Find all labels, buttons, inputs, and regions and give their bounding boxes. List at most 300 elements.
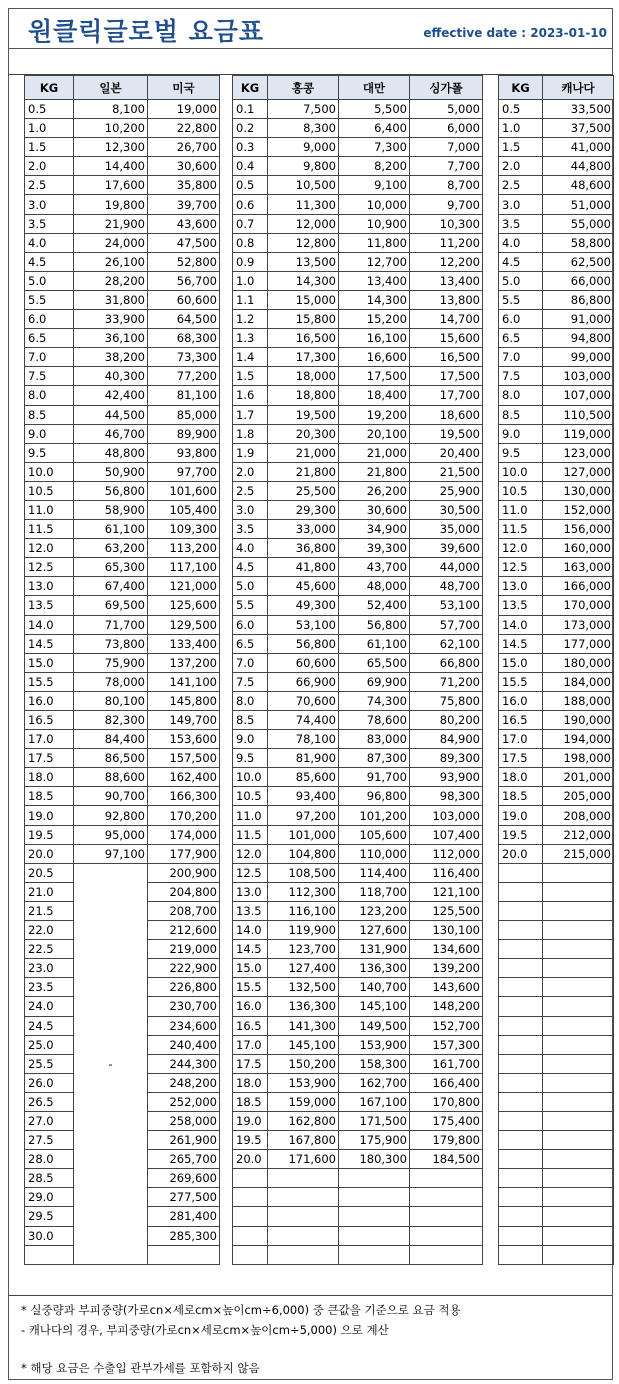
price-cell: 21,000: [268, 443, 339, 462]
price-cell: 141,300: [268, 1016, 339, 1035]
weight-cell: 3.0: [499, 195, 543, 214]
price-cell: 43,700: [339, 558, 410, 577]
weight-cell: 15.0: [25, 653, 74, 672]
price-cell: 152,000: [543, 500, 614, 519]
weight-cell: 8.0: [499, 386, 543, 405]
price-cell: 244,300: [148, 1054, 220, 1073]
weight-cell: 2.5: [25, 176, 74, 195]
table-row: [233, 367, 483, 386]
price-cell: 21,500: [410, 462, 483, 481]
price-cell: 201,000: [543, 768, 614, 787]
price-cell: 130,000: [543, 481, 614, 500]
price-cell: 75,900: [74, 653, 148, 672]
price-cell: 140,700: [339, 978, 410, 997]
weight-cell: 12.0: [25, 539, 74, 558]
price-cell: 26,200: [339, 481, 410, 500]
price-cell: 20,300: [268, 424, 339, 443]
weight-cell: 18.0: [233, 1073, 268, 1092]
price-cell: 52,400: [339, 596, 410, 615]
price-cell: 184,000: [543, 672, 614, 691]
weight-cell: 16.0: [25, 691, 74, 710]
weight-cell: 11.0: [233, 806, 268, 825]
table-row: [25, 749, 220, 768]
weight-cell: 4.5: [499, 252, 543, 271]
rate-table-japan-usa: [24, 75, 220, 1265]
table-row: [25, 157, 220, 176]
column-header: 일본: [74, 76, 148, 100]
table-row: [233, 730, 483, 749]
weight-cell: 19.5: [499, 825, 543, 844]
table-row: [233, 863, 483, 882]
weight-cell: 7.0: [499, 348, 543, 367]
price-cell: 63,200: [74, 539, 148, 558]
price-cell: 175,400: [410, 1111, 483, 1130]
price-cell: 53,100: [268, 615, 339, 634]
price-cell: 14,300: [339, 290, 410, 309]
weight-cell: 13.0: [499, 577, 543, 596]
price-cell: 112,300: [268, 882, 339, 901]
price-cell: 143,600: [410, 978, 483, 997]
table-row: [25, 768, 220, 787]
weight-cell: 13.0: [233, 882, 268, 901]
table-row: [25, 691, 220, 710]
table-row: [499, 1111, 614, 1130]
table-row: [233, 672, 483, 691]
empty-cell: [499, 1054, 543, 1073]
price-cell: 21,800: [339, 462, 410, 481]
table-row: [499, 214, 614, 233]
price-cell: 150,200: [268, 1054, 339, 1073]
price-cell: 64,500: [148, 310, 220, 329]
price-cell: 93,400: [268, 787, 339, 806]
empty-cell: [499, 959, 543, 978]
table-row: [233, 481, 483, 500]
table-row: [499, 119, 614, 138]
header-spacer-row: [8, 55, 613, 75]
weight-cell: 7.0: [25, 348, 74, 367]
page-title: 원클릭글로벌 요금표: [28, 17, 265, 46]
weight-cell: 3.0: [233, 500, 268, 519]
weight-cell: 1.5: [499, 138, 543, 157]
table-row: [233, 386, 483, 405]
weight-cell: 1.8: [233, 424, 268, 443]
table-row: [499, 520, 614, 539]
weight-cell: 8.5: [499, 405, 543, 424]
weight-cell: 4.5: [233, 558, 268, 577]
weight-cell: 27.5: [25, 1131, 74, 1150]
price-cell: 114,400: [339, 863, 410, 882]
table-row: [233, 940, 483, 959]
price-cell: 68,300: [148, 329, 220, 348]
price-cell: 113,200: [148, 539, 220, 558]
price-cell: 16,600: [339, 348, 410, 367]
empty-cell: [543, 1073, 614, 1092]
table-row: [499, 348, 614, 367]
weight-cell: 21.5: [25, 901, 74, 920]
price-cell: 121,000: [148, 577, 220, 596]
weight-cell: 7.0: [233, 653, 268, 672]
price-cell: 12,200: [410, 252, 483, 271]
weight-cell: 1.7: [233, 405, 268, 424]
empty-cell: [543, 1226, 614, 1245]
price-cell: 234,600: [148, 1016, 220, 1035]
price-cell: 5,000: [410, 100, 483, 119]
price-cell: 269,600: [148, 1169, 220, 1188]
price-cell: 62,500: [543, 252, 614, 271]
weight-cell: 11.0: [499, 500, 543, 519]
weight-cell: 4.5: [25, 252, 74, 271]
price-cell: 39,700: [148, 195, 220, 214]
price-cell: 97,100: [74, 844, 148, 863]
table-row: [233, 138, 483, 157]
price-cell: 33,000: [268, 520, 339, 539]
table-row: [25, 233, 220, 252]
price-cell: 88,600: [74, 768, 148, 787]
weight-cell: 11.5: [25, 520, 74, 539]
empty-cell: [268, 1169, 339, 1188]
price-cell: 85,000: [148, 405, 220, 424]
table-row: [25, 558, 220, 577]
empty-cell: [543, 1111, 614, 1130]
table-row: [25, 787, 220, 806]
price-cell: 200,900: [148, 863, 220, 882]
price-cell: 90,700: [74, 787, 148, 806]
price-cell: 17,500: [410, 367, 483, 386]
price-cell: 14,300: [268, 271, 339, 290]
weight-cell: 28.0: [25, 1150, 74, 1169]
empty-cell: [233, 1188, 268, 1207]
price-cell: 66,800: [410, 653, 483, 672]
price-cell: 81,900: [268, 749, 339, 768]
weight-cell: 25.5: [25, 1054, 74, 1073]
table-row: [233, 596, 483, 615]
table-row: [499, 138, 614, 157]
price-cell: 89,300: [410, 749, 483, 768]
price-cell: 10,500: [268, 176, 339, 195]
price-cell: 175,900: [339, 1131, 410, 1150]
price-cell: 97,700: [148, 462, 220, 481]
weight-cell: 0.8: [233, 233, 268, 252]
weight-cell: 5.0: [25, 271, 74, 290]
table-row: [233, 157, 483, 176]
price-cell: 125,500: [410, 901, 483, 920]
price-cell: 222,900: [148, 959, 220, 978]
price-cell: 30,600: [339, 500, 410, 519]
price-cell: 87,300: [339, 749, 410, 768]
price-cell: 10,300: [410, 214, 483, 233]
weight-cell: 1.6: [233, 386, 268, 405]
table-row: [233, 882, 483, 901]
price-cell: 127,000: [543, 462, 614, 481]
price-cell: 50,900: [74, 462, 148, 481]
table-row: [233, 1131, 483, 1150]
price-cell: 49,300: [268, 596, 339, 615]
price-cell: 13,500: [268, 252, 339, 271]
price-cell: 28,200: [74, 271, 148, 290]
weight-cell: 5.5: [499, 290, 543, 309]
price-cell: 261,900: [148, 1131, 220, 1150]
table-row: [499, 672, 614, 691]
weight-cell: 20.0: [233, 1150, 268, 1169]
price-cell: 159,000: [268, 1092, 339, 1111]
table-row: [233, 329, 483, 348]
empty-cell: [543, 1150, 614, 1169]
price-cell: 136,300: [339, 959, 410, 978]
price-cell: 16,500: [268, 329, 339, 348]
japan-not-available-cell: -: [74, 863, 148, 1264]
price-cell: 52,800: [148, 252, 220, 271]
weight-cell: 18.0: [25, 768, 74, 787]
weight-cell: 20.5: [25, 863, 74, 882]
table-row: [233, 252, 483, 271]
weight-cell: 27.0: [25, 1111, 74, 1130]
price-cell: 149,500: [339, 1016, 410, 1035]
price-cell: 47,500: [148, 233, 220, 252]
price-cell: 118,700: [339, 882, 410, 901]
price-cell: 219,000: [148, 940, 220, 959]
empty-cell: [268, 1245, 339, 1264]
price-cell: 11,800: [339, 233, 410, 252]
table-row: [25, 176, 220, 195]
empty-cell: [543, 940, 614, 959]
price-cell: 136,300: [268, 997, 339, 1016]
price-cell: 170,800: [410, 1092, 483, 1111]
price-cell: 103,000: [410, 806, 483, 825]
weight-cell: 15.5: [25, 672, 74, 691]
price-cell: 44,800: [543, 157, 614, 176]
table-row: [499, 481, 614, 500]
price-cell: 198,000: [543, 749, 614, 768]
column-header: 미국: [148, 76, 220, 100]
weight-cell: 6.0: [25, 310, 74, 329]
table-row: [499, 1150, 614, 1169]
empty-cell: [543, 921, 614, 940]
price-cell: 60,600: [268, 653, 339, 672]
table-row: [499, 959, 614, 978]
price-cell: 92,800: [74, 806, 148, 825]
weight-cell: 20.0: [499, 844, 543, 863]
table-row: [499, 271, 614, 290]
effective-date: effective date : 2023-01-10: [423, 26, 607, 40]
price-cell: 41,800: [268, 558, 339, 577]
weight-cell: 1.0: [233, 271, 268, 290]
table-row: [499, 997, 614, 1016]
price-cell: 75,800: [410, 691, 483, 710]
weight-cell: 17.5: [25, 749, 74, 768]
price-cell: 105,600: [339, 825, 410, 844]
price-cell: 25,500: [268, 481, 339, 500]
price-cell: 21,900: [74, 214, 148, 233]
weight-cell: 1.5: [233, 367, 268, 386]
table-row: [233, 195, 483, 214]
price-cell: 166,000: [543, 577, 614, 596]
weight-cell: 8.5: [25, 405, 74, 424]
table-row: [233, 443, 483, 462]
weight-cell: 9.5: [25, 443, 74, 462]
table-row: [499, 176, 614, 195]
table-row: [233, 1016, 483, 1035]
price-cell: 109,300: [148, 520, 220, 539]
table-row: [499, 901, 614, 920]
weight-cell: 15.0: [499, 653, 543, 672]
weight-cell: 15.5: [499, 672, 543, 691]
price-cell: 265,700: [148, 1150, 220, 1169]
weight-cell: 9.0: [25, 424, 74, 443]
empty-cell: [233, 1245, 268, 1264]
weight-cell: 14.0: [233, 921, 268, 940]
weight-cell: 13.5: [233, 901, 268, 920]
weight-cell: 4.0: [499, 233, 543, 252]
table-row: [499, 1188, 614, 1207]
weight-cell: 9.5: [233, 749, 268, 768]
price-cell: 174,000: [148, 825, 220, 844]
empty-cell: [499, 901, 543, 920]
empty-cell: [233, 1207, 268, 1226]
price-cell: 70,600: [268, 691, 339, 710]
weight-cell: 1.3: [233, 329, 268, 348]
weight-cell: 19.5: [25, 825, 74, 844]
weight-cell: 10.5: [25, 481, 74, 500]
table-row: [25, 520, 220, 539]
table-row: [499, 882, 614, 901]
table-row: [25, 367, 220, 386]
weight-cell: 1.2: [233, 310, 268, 329]
price-cell: 77,200: [148, 367, 220, 386]
table-row: [499, 290, 614, 309]
price-cell: 30,500: [410, 500, 483, 519]
weight-cell: 14.5: [499, 634, 543, 653]
column-header: 싱가폴: [410, 76, 483, 100]
price-cell: 12,700: [339, 252, 410, 271]
table-row: [25, 386, 220, 405]
price-cell: 116,400: [410, 863, 483, 882]
price-cell: 9,800: [268, 157, 339, 176]
weight-cell: 17.5: [499, 749, 543, 768]
price-cell: 12,800: [268, 233, 339, 252]
table-row: [499, 844, 614, 863]
price-cell: 80,200: [410, 711, 483, 730]
price-cell: 145,100: [339, 997, 410, 1016]
table-row: [233, 768, 483, 787]
table-row: [233, 1054, 483, 1073]
empty-cell: [543, 1207, 614, 1226]
price-cell: 56,800: [74, 481, 148, 500]
empty-cell: [499, 997, 543, 1016]
price-cell: 177,000: [543, 634, 614, 653]
weight-cell: 0.5: [233, 176, 268, 195]
table-row: [233, 844, 483, 863]
price-cell: 19,200: [339, 405, 410, 424]
price-cell: 83,000: [339, 730, 410, 749]
table-row: [25, 863, 220, 882]
price-cell: 17,300: [268, 348, 339, 367]
price-cell: 116,100: [268, 901, 339, 920]
empty-cell: [543, 1054, 614, 1073]
weight-cell: 5.5: [233, 596, 268, 615]
price-cell: 35,800: [148, 176, 220, 195]
table-row: [233, 634, 483, 653]
price-cell: 10,900: [339, 214, 410, 233]
table-row: [499, 749, 614, 768]
price-cell: 123,000: [543, 443, 614, 462]
table-row: [233, 749, 483, 768]
weight-cell: 10.0: [499, 462, 543, 481]
table-row: [499, 310, 614, 329]
price-cell: 19,800: [74, 195, 148, 214]
table-row: [233, 1245, 483, 1264]
table-row: [25, 730, 220, 749]
price-cell: 101,200: [339, 806, 410, 825]
price-cell: 180,000: [543, 653, 614, 672]
table-row: [499, 1016, 614, 1035]
weight-cell: 16.5: [25, 711, 74, 730]
empty-cell: [543, 863, 614, 882]
empty-cell: [499, 1245, 543, 1264]
weight-cell: 17.5: [233, 1054, 268, 1073]
weight-cell: 6.5: [499, 329, 543, 348]
price-cell: 10,200: [74, 119, 148, 138]
price-cell: 8,200: [339, 157, 410, 176]
weight-cell: 15.0: [233, 959, 268, 978]
empty-cell: [410, 1207, 483, 1226]
weight-cell: 2.0: [499, 157, 543, 176]
price-cell: 21,000: [339, 443, 410, 462]
weight-cell: 14.0: [25, 615, 74, 634]
price-cell: 240,400: [148, 1035, 220, 1054]
empty-cell: [499, 1150, 543, 1169]
empty-cell: [233, 1169, 268, 1188]
table-row: [233, 1035, 483, 1054]
weight-cell: 12.5: [499, 558, 543, 577]
table-row: [499, 730, 614, 749]
weight-cell: 12.5: [233, 863, 268, 882]
empty-cell: [543, 1092, 614, 1111]
price-cell: 39,600: [410, 539, 483, 558]
price-cell: 132,500: [268, 978, 339, 997]
weight-cell: 2.5: [499, 176, 543, 195]
empty-cell: [499, 1207, 543, 1226]
price-cell: 62,100: [410, 634, 483, 653]
price-cell: 129,500: [148, 615, 220, 634]
table-row: [25, 252, 220, 271]
weight-cell: 20.0: [25, 844, 74, 863]
weight-cell: 23.5: [25, 978, 74, 997]
price-cell: 78,100: [268, 730, 339, 749]
price-cell: 127,600: [339, 921, 410, 940]
price-cell: 137,200: [148, 653, 220, 672]
weight-cell: 12.5: [25, 558, 74, 577]
price-cell: 65,500: [339, 653, 410, 672]
price-cell: 14,700: [410, 310, 483, 329]
table-row: [233, 1226, 483, 1245]
weight-cell: 2.0: [25, 157, 74, 176]
price-cell: 66,000: [543, 271, 614, 290]
weight-cell: 9.0: [233, 730, 268, 749]
price-cell: 73,800: [74, 634, 148, 653]
table-row: [233, 500, 483, 519]
weight-cell: 8.0: [233, 691, 268, 710]
price-cell: 24,000: [74, 233, 148, 252]
price-cell: 25,900: [410, 481, 483, 500]
table-row: [25, 405, 220, 424]
table-row: [233, 558, 483, 577]
price-cell: 26,700: [148, 138, 220, 157]
price-cell: 12,300: [74, 138, 148, 157]
weight-cell: 2.5: [233, 481, 268, 500]
weight-cell: 12.0: [499, 539, 543, 558]
price-cell: 18,600: [410, 405, 483, 424]
column-header: KG: [25, 76, 74, 100]
